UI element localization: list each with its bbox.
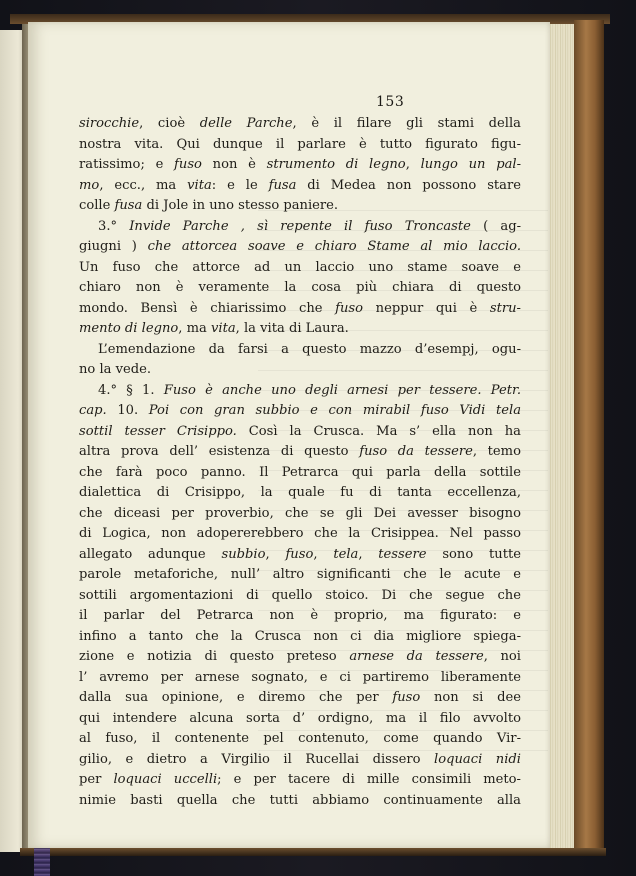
- italic-run: fuso: [285, 546, 314, 562]
- text-run: di Medea non possono stare: [296, 177, 521, 193]
- text-run: ratissimo; e: [79, 157, 175, 172]
- text-run: , noi: [483, 649, 521, 664]
- italic-run: mento di legno: [79, 321, 179, 336]
- italic-run: arnese da tessere: [349, 649, 484, 664]
- text-run: altra prova dell’ esistenza di questo: [79, 444, 360, 459]
- text-run: che diceasi per proverbio, che se gli Dei avesser bisogno: [79, 505, 521, 521]
- italic-run: delle Parche: [199, 116, 293, 131]
- text-run: di Logica, non adopererebbero che la Crisippea. Nel passo: [79, 526, 521, 541]
- text-line: [79, 668, 521, 689]
- text-line: [79, 750, 521, 771]
- text-run: mondo. Bensì è chiarissimo che: [79, 300, 336, 316]
- text-run: sono tutte: [426, 546, 521, 562]
- text-line: [79, 135, 521, 156]
- italic-run: fuso da tessere: [359, 444, 473, 459]
- text-run: gilio, e dietro a Virgilio il Rucellai dissero: [79, 751, 435, 767]
- italic-run: subbio: [221, 546, 266, 562]
- text-line: [79, 422, 521, 443]
- text-run: non è: [201, 157, 267, 172]
- text-run: dalla sua opinione, e diremo che per: [79, 690, 393, 705]
- text-run: , ma: [178, 321, 211, 336]
- text-line: [79, 463, 521, 484]
- text-run: Così la Crusca. Ma s’ ella non ha: [236, 423, 521, 439]
- text-line: [79, 196, 521, 217]
- text-run: che farà poco panno. Il Petrarca qui parla della sottile: [79, 464, 521, 480]
- italic-run: fusa: [268, 177, 297, 193]
- text-run: 10.: [106, 403, 149, 418]
- italic-run: loquaci nidi: [434, 751, 521, 767]
- text-run: 4.° § 1.: [98, 382, 164, 398]
- text-line: [79, 729, 521, 750]
- text-run: per: [79, 772, 114, 787]
- text-line: [79, 360, 521, 381]
- text-run: nimie basti quella che tutti abbiamo continuamente alla: [79, 792, 521, 808]
- text-run: ,: [265, 546, 286, 562]
- italic-run: stru-: [489, 300, 521, 316]
- italic-run: mo: [79, 177, 100, 193]
- italic-run: lungo un pal-: [420, 157, 522, 172]
- text-line: [79, 155, 521, 176]
- text-run: 3.°: [98, 218, 130, 234]
- text-line: [79, 627, 521, 648]
- text-run: di Jole in uno stesso paniere.: [142, 198, 339, 213]
- text-run: Un fuso che attorce ad un laccio uno stame soave e: [79, 259, 521, 275]
- text-line: [79, 791, 521, 812]
- italic-run: fusa: [114, 198, 143, 213]
- text-line: [79, 647, 521, 668]
- text-line: [79, 319, 521, 340]
- italic-run: Fuso è anche uno degli arnesi per tessere. Petr.: [163, 382, 522, 398]
- text-line: [79, 586, 521, 607]
- text-run: non si dee: [420, 690, 521, 705]
- text-line: [79, 299, 521, 320]
- text-run: ,: [358, 546, 379, 562]
- page-text: [79, 114, 521, 811]
- text-run: nostra vita. Qui dunque il parlare è tutto figurato figu-: [79, 136, 521, 152]
- text-line: [79, 606, 521, 627]
- text-line: [79, 258, 521, 279]
- text-line: [79, 524, 521, 545]
- text-run: l’ avremo per arnese sognato, e ci partiremo liberamente: [79, 669, 521, 685]
- text-line: [79, 565, 521, 586]
- text-run: parole metaforiche, null’ altro significanti che le acute e: [79, 567, 521, 582]
- italic-run: strumento di legno: [266, 157, 406, 172]
- text-run: ( ag-: [470, 218, 521, 234]
- text-run: no la vede.: [79, 362, 152, 377]
- text-run: L’emendazione da farsi a questo mazzo d’esempj, ogu-: [98, 341, 521, 357]
- italic-run: sirocchie: [79, 116, 140, 131]
- text-run: il parlar del Petrarca non è proprio, ma figurato: e: [79, 608, 521, 623]
- text-line: [79, 770, 521, 791]
- text-line: [79, 381, 521, 402]
- text-line: [79, 688, 521, 709]
- text-run: , è il filare gli stami della: [292, 116, 521, 131]
- text-line: [79, 278, 521, 299]
- text-run: dialettica di Crisippo, la quale fu di tanta eccellenza,: [79, 485, 521, 500]
- text-line: [79, 442, 521, 463]
- text-line: [79, 237, 521, 258]
- italic-run: Invide Parche , sì repente il fuso Troncaste: [129, 218, 471, 234]
- text-run: giugni ): [79, 239, 148, 254]
- text-run: , cioè: [139, 116, 200, 131]
- italic-run: vita: [211, 321, 236, 336]
- text-line: [79, 483, 521, 504]
- text-run: neppur qui è: [363, 300, 490, 316]
- text-run: sottili argomentazioni di quello stoico. Di che segue che: [79, 587, 521, 603]
- text-run: , la vita di Laura.: [235, 321, 349, 336]
- italic-run: vita: [187, 177, 212, 193]
- text-run: qui intendere alcuna sorta d’ ordigno, ma il filo avvolto: [79, 710, 521, 726]
- text-run: , temo: [472, 444, 521, 459]
- italic-run: Poi con gran subbio e con mirabil fuso Vidi tela: [148, 403, 521, 418]
- text-run: ,: [313, 546, 334, 562]
- text-run: allegato adunque: [79, 546, 222, 562]
- text-run: , ecc., ma: [99, 177, 188, 193]
- book-bottom-edge: [20, 848, 606, 856]
- italic-run: tessere: [378, 546, 427, 562]
- italic-run: loquaci uccelli: [113, 772, 218, 787]
- text-run: zione e notizia di questo preteso: [79, 649, 350, 664]
- text-run: colle: [79, 198, 115, 213]
- text-line: [79, 114, 521, 135]
- text-run: infino a tanto che la Crusca non ci dia migliore spiega-: [79, 628, 521, 644]
- text-line: [79, 401, 521, 422]
- italic-run: fuso: [174, 157, 202, 172]
- text-line: [79, 545, 521, 566]
- text-line: [79, 176, 521, 197]
- text-run: ,: [405, 157, 421, 172]
- italic-run: fuso: [335, 300, 364, 316]
- italic-run: sottil tesser Crisippo.: [79, 423, 237, 439]
- book-cover-edge: [574, 20, 604, 856]
- text-run: chiaro non è veramente la cosa più chiara di questo: [79, 280, 521, 295]
- text-line: [79, 709, 521, 730]
- page-number: 153: [376, 94, 405, 110]
- text-line: [79, 340, 521, 361]
- italic-run: che attorcea soave e chiaro Stame al mio laccio.: [147, 239, 521, 254]
- text-run: al fuso, il contenente pel contenuto, come quando Vir-: [79, 731, 521, 746]
- italic-run: tela: [333, 546, 359, 562]
- italic-run: fuso: [392, 690, 421, 705]
- text-run: ; e per tacere di mille consimili meto-: [217, 772, 521, 787]
- text-run: : e le: [211, 177, 269, 193]
- text-line: [79, 217, 521, 238]
- italic-run: cap.: [79, 403, 107, 418]
- text-line: [79, 504, 521, 525]
